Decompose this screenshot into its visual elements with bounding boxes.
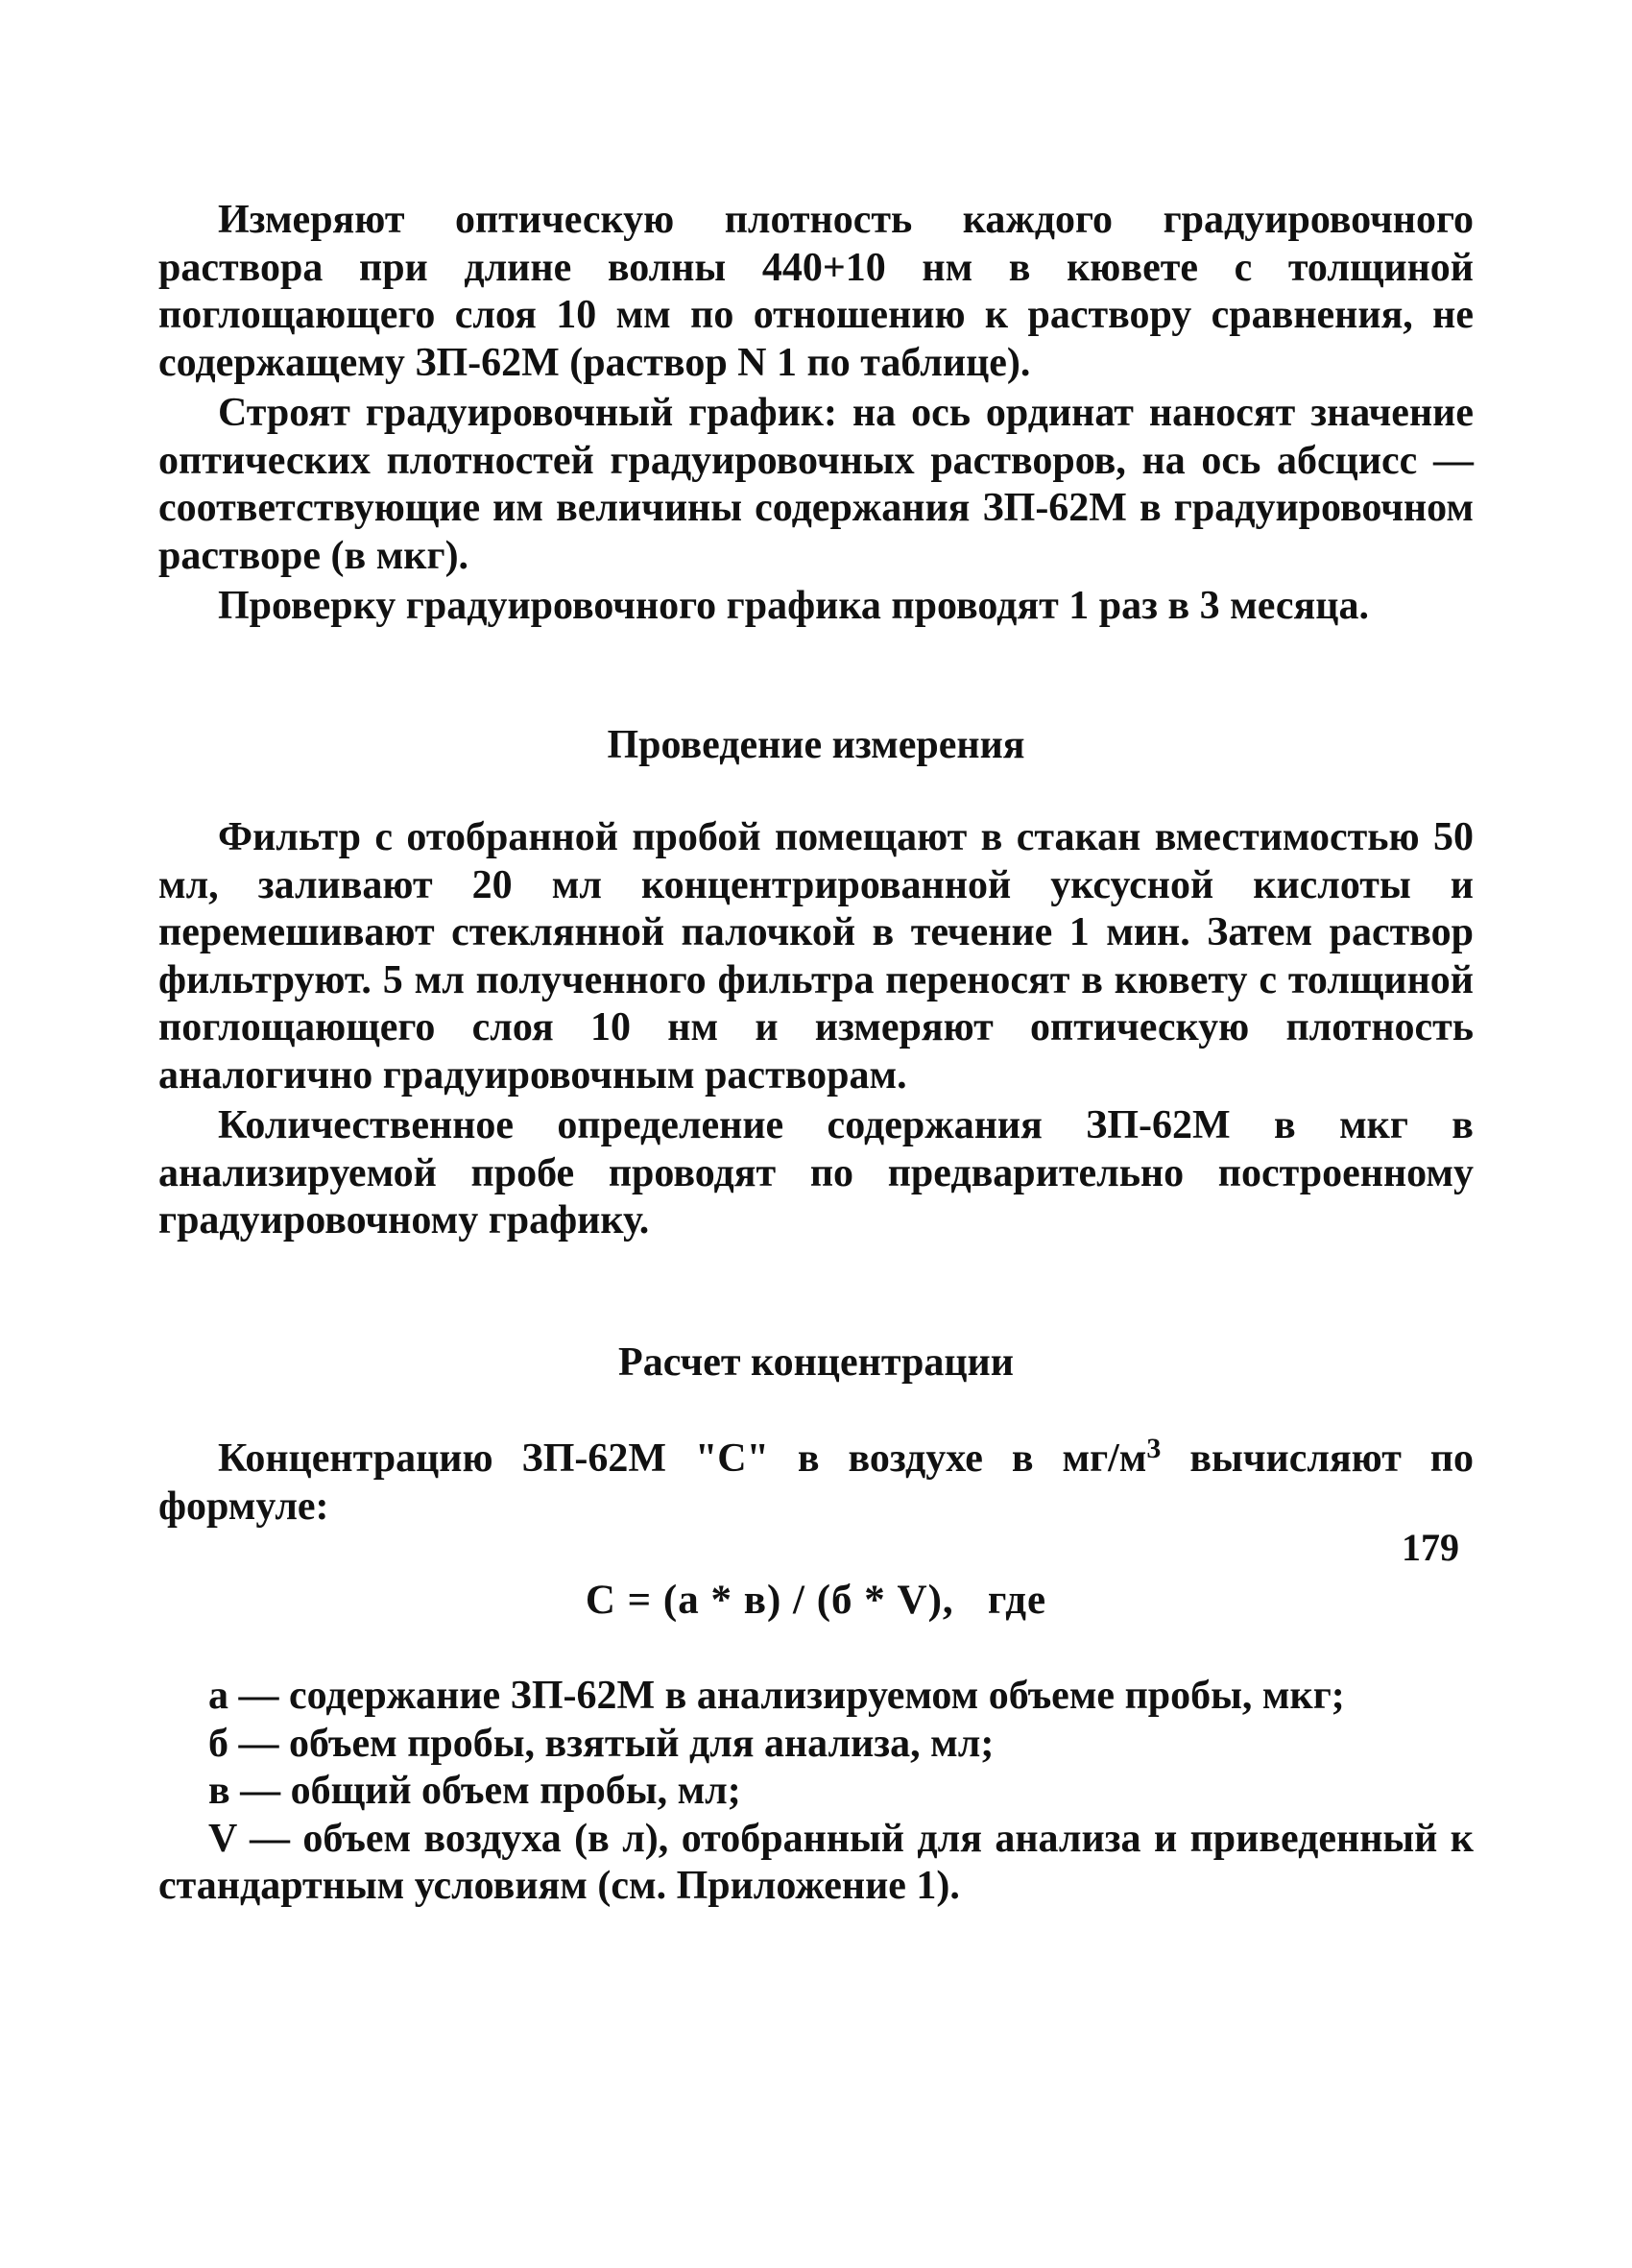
concentration-formula: С = (а * в) / (б * V), где — [585, 1578, 1047, 1623]
definition-volume: V — объем воздуха (в л), отобранный для анализа и приведенный к стандартным условиям (см. Приложение 1). — [158, 1816, 1474, 1908]
definition-a: а — содержание ЗП-62М в анализируемом объеме пробы, мкг; — [208, 1674, 1345, 1718]
measurement-section — [158, 814, 1474, 1245]
page-number: 179 — [1402, 1526, 1459, 1569]
definition-v: в — общий объем пробы, мл; — [208, 1769, 741, 1813]
intro-paragraph-3: Проверку градуировочного графика проводят 1 раз в 3 месяца. — [218, 584, 1369, 628]
section-heading-calculation: Расчет концентрации — [618, 1340, 1014, 1385]
calculation-intro — [158, 1433, 1474, 1531]
measurement-paragraph-1: Фильтр с отобранной пробой помещают в стакан вместимостью 50 мл, заливают 20 мл концентрированной уксусной кислоты и перемешивают стеклянной палочкой в течение 1 мин. Затем раствор фильтруют. 5 мл полученного фильтра переносят в кювету с толщиной поглощающего слоя 10 нм и измеряют оптическую плотность аналогично градуировочным растворам. — [158, 815, 1474, 1098]
intro-paragraph-2: Строят градуировочный график: на ось ординат наносят значение оптических плотностей градуировочных растворов, на ось абсцисс — соответствующие им величины содержания ЗП-62М в градуировочном растворе (в мкг). — [158, 391, 1474, 578]
cubic-superscript: 3 — [1146, 1433, 1162, 1464]
calculation-intro-text-end: вычисляют по формуле: — [158, 1436, 1474, 1529]
formula-definitions — [158, 1673, 1474, 1911]
section-heading-measurement: Проведение измерения — [607, 723, 1025, 767]
calculation-intro-text: Концентрацию ЗП-62М "С" в воздухе в мг/м — [218, 1436, 1147, 1481]
measurement-paragraph-2: Количественное определение содержания ЗП-62М в мкг в анализируемой пробе проводят по предварительно построенному градуировочному графику. — [158, 1103, 1474, 1243]
intro-section — [158, 197, 1474, 631]
intro-paragraph-1: Измеряют оптическую плотность каждого градуировочного раствора при длине волны 440+10 нм в кювете с толщиной поглощающего слоя 10 мм по отношению к раствору сравнения, не содержащему ЗП-62М (раствор N 1 по таблице). — [158, 198, 1474, 385]
definition-b: б — объем пробы, взятый для анализа, мл; — [208, 1721, 995, 1766]
calculation-intro-paragraph — [158, 1433, 1474, 1531]
